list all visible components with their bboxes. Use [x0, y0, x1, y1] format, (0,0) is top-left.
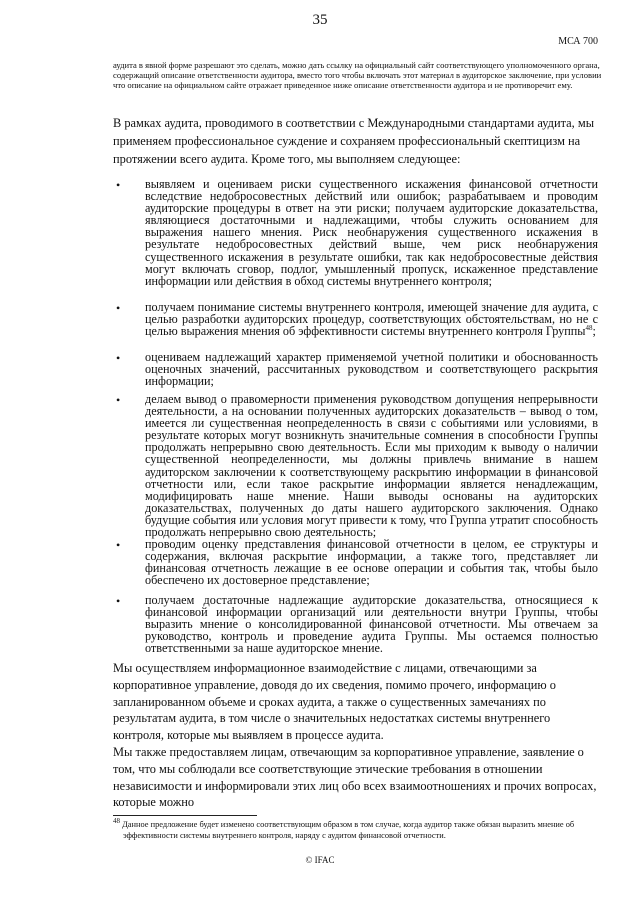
footnote-text: Данное предложение будет изменено соответствующим образом в том случае, когда аудитор также обязан выразить мнение об эффективности системы внутреннего контроля, наряду с аудитом финансовой отчетности.: [122, 820, 575, 840]
bullet-item: [145, 301, 598, 337]
copyright-footer: © IFAC: [305, 855, 335, 865]
bullet-item: проводим оценку представления финансовой отчетности в целом, ее структуры и содержания, включая раскрытие информации, а также того, представляет ли финансовая отчетность лежащие в ее основе операции и события так, чтобы было обеспечено их достоверное представление;: [145, 537, 598, 588]
lead-paragraph: В рамках аудита, проводимого в соответствии с Международными стандартами аудита, мы применяем профессиональное суждение и сохраняем профессиональный скептицизм на протяжении всего аудита. Кроме того, мы выполняем следующее:: [113, 116, 595, 166]
ethics-paragraph: Мы также предоставляем лицам, отвечающим за корпоративное управление, заявление о том, что мы соблюдали все соответствующие этические требования в отношении независимости и информировали этих лиц обо всех взаимоотношениях и прочих вопросах, которые можно: [113, 745, 597, 810]
standard-label: МСА 700: [558, 36, 598, 47]
footnote-number: 48: [113, 817, 120, 826]
bullet-item: делаем вывод о правомерности применения руководством допущения непрерывности деятельности, а на основании полученных аудиторских доказательств – вывод о том, имеется ли существенная неопределенность в связи с событиями или условиями, в результате которых могут возникнуть значительные сомнения в способности Группы продолжать непрерывно свою деятельность. Если мы приходим к выводу о наличии существенной неопределенности, мы должны привлечь внимание в нашем аудиторском заключении к соответствующему раскрытию информации в финансовой отчетности или, если такое раскрытие информации является ненадлежащим, модифицировать наше мнение. Наши выводы основаны на аудиторских доказательствах, полученных до даты нашего аудиторского заключения. Однако будущие события или условия могут привести к тому, что Группа утратит способность продолжать непрерывно свою деятельность;: [145, 392, 598, 540]
bullet-tail: ;: [592, 324, 596, 339]
page-number: 35: [312, 12, 328, 28]
footnote: [113, 817, 613, 841]
bullet-item: оцениваем надлежащий характер применяемой учетной политики и обоснованность оценочных значений, рассчитанных руководством и соответствующего раскрытия информации;: [145, 350, 598, 389]
bullet-icon: •: [116, 393, 121, 407]
bullet-item: выявляем и оцениваем риски существенного искажения финансовой отчетности вследствие недобросовестных действий или ошибок; разрабатываем и проводим аудиторские процедуры в ответ на эти риски; получаем аудиторские доказательства, являющиеся достаточными и надлежащими, чтобы служить основанием для выражения нашего мнения. Риск необнаружения существенного искажения в результате недобросовестных действий выше, чем риск необнаружения существенного искажения в результате ошибки, так как недобросовестные действия могут включать сговор, подлог, умышленный пропуск, искаженное представление информации или действия в обход системы внутреннего контроля;: [145, 177, 598, 288]
intro-paragraph: аудита в явной форме разрешают это сделать, можно дать ссылку на официальный сайт соответствующего уполномоченного органа, содержащий описание ответственности аудитора, вместо того чтобы включать этот материал в аудиторское заключение, при условии что описание на официальном сайте отражает приведенное ниже описание ответственности аудитора и не противоречит ему.: [113, 60, 602, 91]
bullet-item: получаем достаточные надлежащие аудиторские доказательства, относящиеся к финансовой информации организаций или деятельности внутри Группы, чтобы выразить мнение о консолидированной финансовой отчетности. Мы отвечаем за руководство, контроль и проведение аудита Группы. Мы остаемся полностью ответственными за наше аудиторское мнение.: [145, 593, 598, 656]
bullet-icon: •: [116, 178, 121, 192]
footnote-ref[interactable]: 48: [585, 324, 593, 333]
bullet-icon: •: [116, 538, 121, 552]
bullet-icon: •: [116, 301, 121, 315]
bullet-icon: •: [116, 594, 121, 608]
footnote-divider: [113, 815, 257, 816]
bullet-text: получаем понимание системы внутреннего контроля, имеющей значение для аудита, с целью разработки аудиторских процедур, соответствующих обстоятельствам, но не с целью выражения мнения об эффективности системы внутреннего контроля Группы: [145, 300, 598, 339]
bullet-icon: •: [116, 351, 121, 365]
communication-paragraph: Мы осуществляем информационное взаимодействие с лицами, отвечающими за корпоративное управление, доводя до их сведения, помимо прочего, информацию о запланированном объеме и сроках аудита, а также о существенных замечаниях по результатам аудита, в том числе о значительных недостатках системы внутреннего контроля, которые мы выявляем в процессе аудита.: [113, 661, 556, 743]
